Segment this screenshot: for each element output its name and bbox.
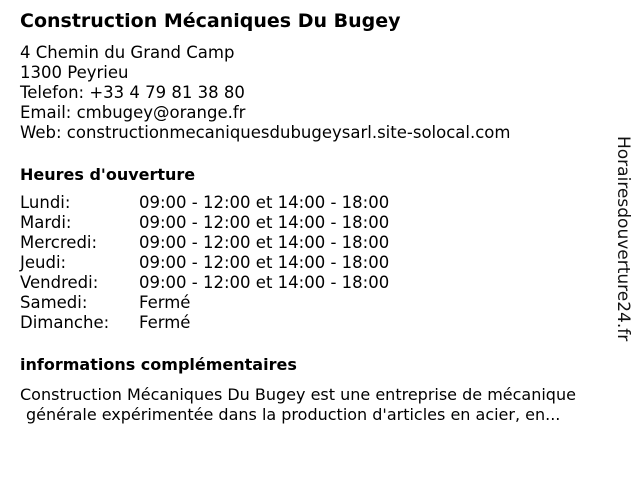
site-watermark: Horairesdouverture24.fr (613, 136, 633, 342)
day-hours: Fermé (139, 313, 191, 332)
day-label: Vendredi: (20, 273, 99, 292)
day-hours: 09:00 - 12:00 et 14:00 - 18:00 (139, 273, 390, 292)
contact-block (20, 43, 510, 143)
day-label: Lundi: (20, 193, 71, 212)
website-text: Web: constructionmecaniquesdubugeysarl.site-solocal.com (20, 123, 511, 142)
day-hours: 09:00 - 12:00 et 14:00 - 18:00 (139, 193, 390, 212)
day-hours: 09:00 - 12:00 et 14:00 - 18:00 (139, 213, 390, 232)
day-label: Samedi: (20, 293, 88, 312)
description-line-2: générale expérimentée dans la production d'articles en acier, en... (26, 405, 561, 424)
email-text: Email: cmbugey@orange.fr (20, 103, 246, 122)
day-hours: 09:00 - 12:00 et 14:00 - 18:00 (139, 253, 390, 272)
additional-info-heading: informations complémentaires (20, 355, 297, 374)
phone-text: Telefon: +33 4 79 81 38 80 (20, 83, 245, 102)
description-line-1: Construction Mécaniques Du Bugey est une entreprise de mécanique (20, 385, 576, 404)
day-hours: Fermé (139, 293, 191, 312)
day-hours: 09:00 - 12:00 et 14:00 - 18:00 (139, 233, 390, 252)
day-label: Mardi: (20, 213, 72, 232)
address-city: 1300 Peyrieu (20, 63, 129, 82)
day-label: Jeudi: (20, 253, 67, 272)
business-name: Construction Mécaniques Du Bugey (20, 10, 401, 32)
address-street: 4 Chemin du Grand Camp (20, 43, 235, 62)
day-label: Dimanche: (20, 313, 110, 332)
day-label: Mercredi: (20, 233, 98, 252)
business-description (20, 385, 620, 425)
opening-hours-heading: Heures d'ouverture (20, 165, 196, 184)
